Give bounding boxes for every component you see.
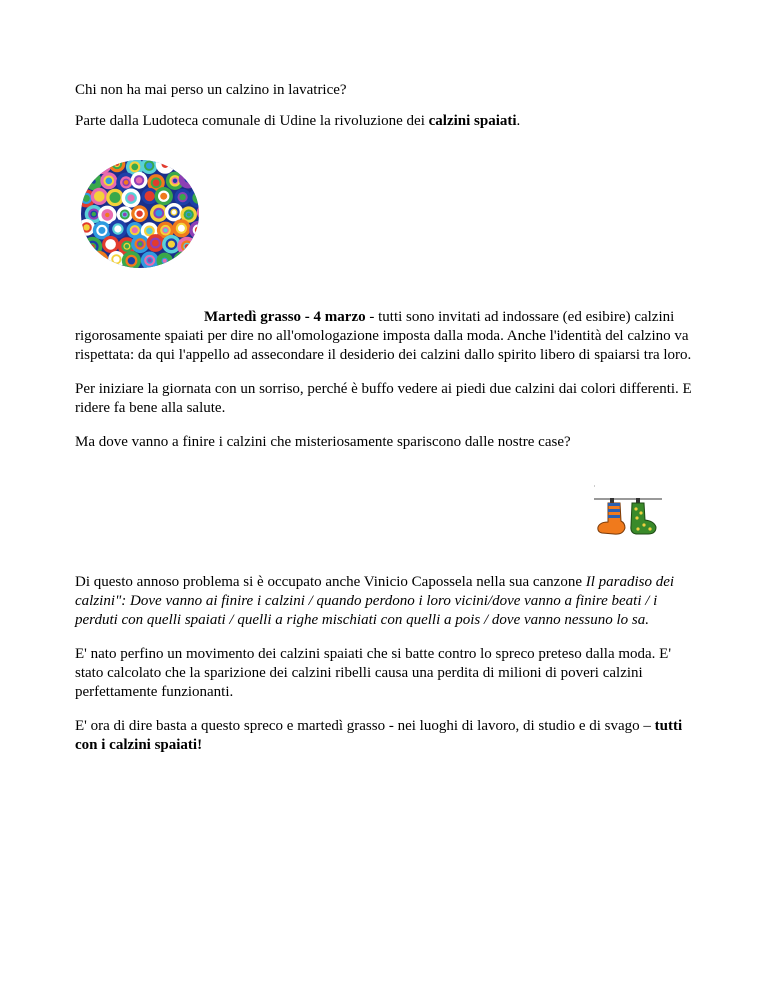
millefiori-image-row (75, 159, 695, 259)
paragraph-conclusione-text: E' ora di dire basta a questo spreco e martedì grasso - nei luoghi di lavoro, di studio e di svago – (75, 718, 655, 734)
paragraph-intro-question: Chi non ha mai perso un calzino in lavatrice? (75, 82, 347, 98)
song-lyrics-italic: Il paradiso dei calzini": Dove vanno ai finire i calzini / quando perdono i loro vicini/dove vanno a finire beati / i perduti con quelli spaiati / quelli a righe mischiati con quelli a pois / dove vanno nessuno lo sa. (75, 574, 675, 628)
paragraph-dove-vanno: Ma dove vanno a finire i calzini che misteriosamente spariscono dalle nostre case? (75, 434, 571, 450)
millefiori-image (79, 159, 201, 269)
martedi-grasso-date: Martedì grasso - 4 marzo (204, 309, 366, 325)
paragraph-ludoteca (75, 112, 695, 131)
socks-image-row (75, 463, 695, 563)
paragraph-capossela-text: Di questo annoso problema si è occupato anche Vinicio Capossela nella sua canzone (75, 574, 586, 590)
paragraph-ludoteca-text: Parte dalla Ludoteca comunale di Udine la rivoluzione dei (75, 113, 429, 129)
calzini-spaiati-bold: calzini spaiati (428, 113, 517, 129)
tutti-con-i-calzini-bold: tutti con i calzini spaiati! (75, 718, 683, 753)
paragraph-ludoteca-period: . (516, 113, 521, 129)
paragraph-conclusione (75, 717, 695, 755)
paragraph-martedi-grasso (75, 259, 695, 365)
odd-socks-image (592, 485, 664, 537)
paragraph-martedi-grasso-text: - tutti sono invitati ad indossare (ed esibire) calzini rigorosamente spaiati per dire no all'omologazione imposta dalla moda. Anche l'identità del calzino va rispettata: da qui l'appello ad assecondare il desiderio dei calzini dallo spirito libero di spaiarsi tra loro. (75, 309, 692, 363)
document-body (75, 81, 695, 770)
paragraph-movimento: E' nato perfino un movimento dei calzini spaiati che si batte contro lo spreco preteso dalla moda. E' stato calcolato che la sparizione dei calzini ribelli causa una perdita di milioni di poveri calzini perfettamente funzionanti. (75, 646, 672, 700)
paragraph-capossela (75, 573, 695, 630)
paragraph-sorriso: Per iniziare la giornata con un sorriso, perché è buffo vedere ai piedi due calzini dai colori differenti. E ridere fa bene alla salute. (75, 381, 692, 416)
